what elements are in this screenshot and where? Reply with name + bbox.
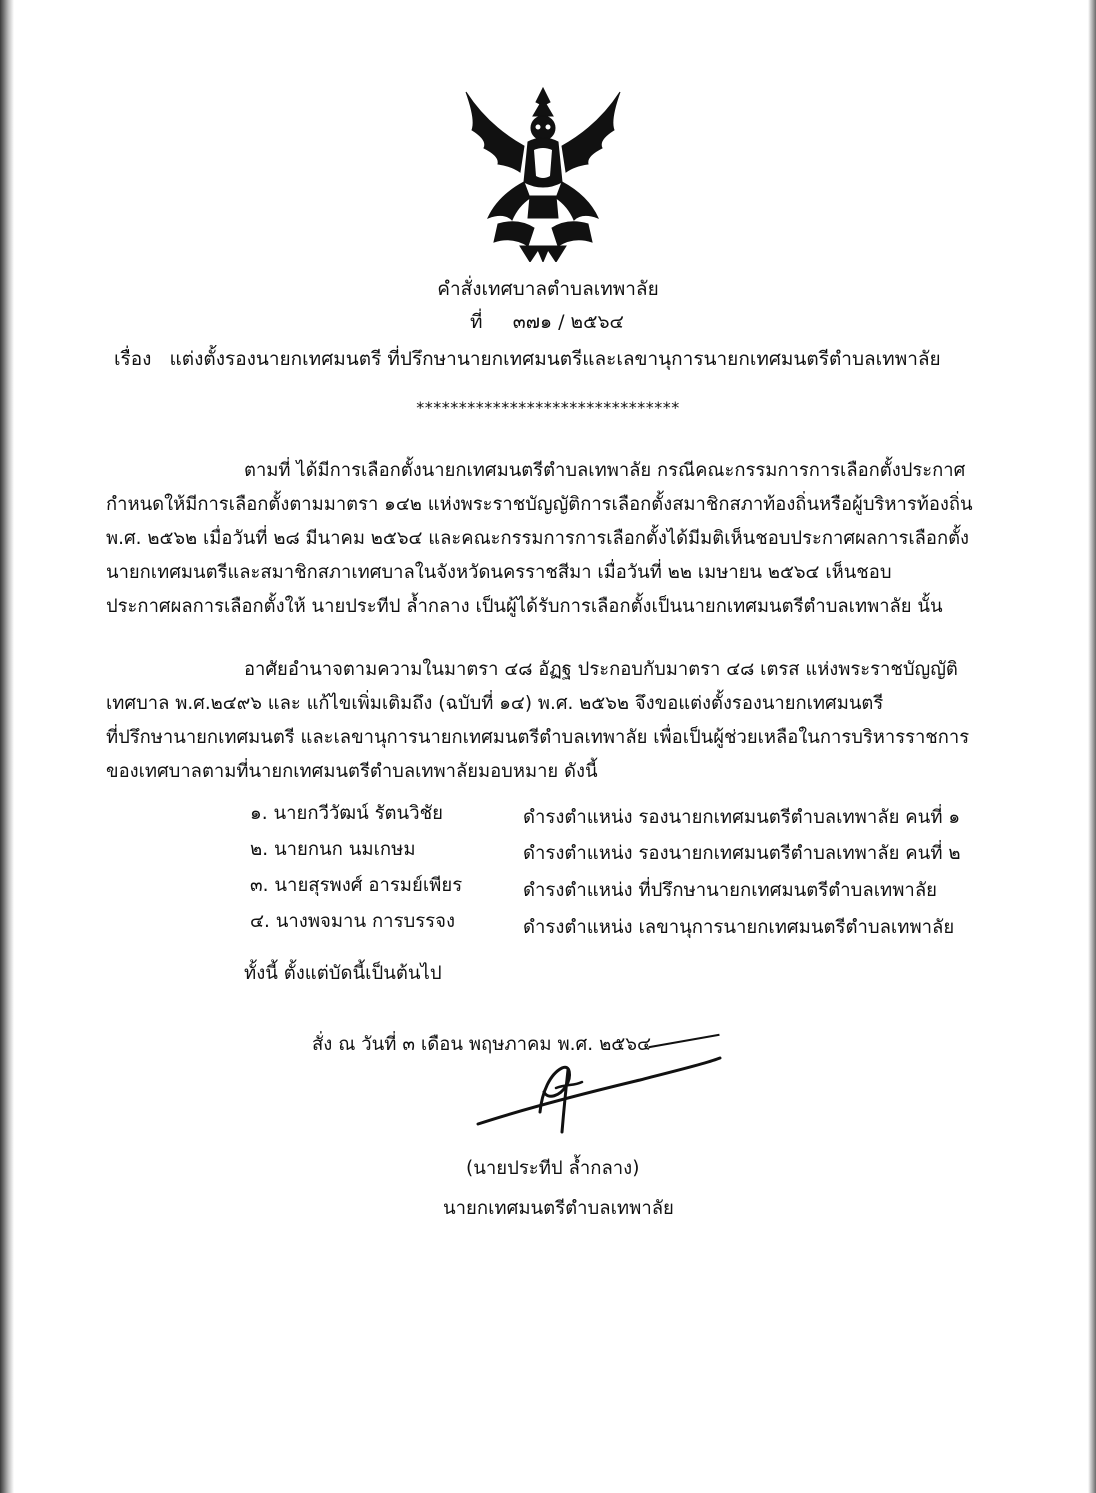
appointee-position: ดำรงตำแหน่ง รองนายกเทศมนตรีตำบลเทพาลัย คนที่ ๑ [523, 807, 961, 828]
paragraph-line: ตามที่ ได้มีการเลือกตั้งนายกเทศมนตรีตำบลเทพาลัย กรณีคณะกรรมการการเลือกตั้งประกาศ [244, 460, 966, 481]
handwritten-signature [470, 1052, 730, 1147]
paragraph-line: ของเทศบาลตามที่นายกเทศมนตรีตำบลเทพาลัยมอบหมาย ดังนี้ [106, 761, 598, 782]
garuda-emblem-icon [458, 86, 628, 262]
appointee-name: ๒. นายกนก นมเกษม [250, 839, 416, 860]
order-number [470, 310, 624, 334]
subject-label: เรื่อง [114, 348, 152, 370]
appointee-name: ๑. นายกวีวัฒน์ รัตนวิชัย [250, 803, 443, 824]
separator-line: ******************************* [416, 398, 680, 417]
effective-statement: ทั้งนี้ ตั้งแต่บัดนี้เป็นต้นไป [244, 963, 442, 984]
paragraph-line: กำหนดให้มีการเลือกตั้งตามมาตรา ๑๔๒ แห่งพระราชบัญญัติการเลือกตั้งสมาชิกสภาท้องถิ่นหรือผู้บริหารท้องถิ่น [106, 494, 973, 515]
appointee-position: ดำรงตำแหน่ง เลขานุการนายกเทศมนตรีตำบลเทพาลัย [523, 917, 955, 938]
order-subject [114, 347, 941, 371]
subject-text: แต่งตั้งรองนายกเทศมนตรี ที่ปรึกษานายกเทศมนตรีและเลขานุการนายกเทศมนตรีตำบลเทพาลัย [169, 348, 941, 370]
paragraph-line: อาศัยอำนาจตามความในมาตรา ๔๘ อัฏฐ ประกอบกับมาตรา ๔๘ เตรส แห่งพระราชบัญญัติ [244, 659, 958, 680]
scan-edge-right [1088, 0, 1096, 1493]
paragraph-line: ประกาศผลการเลือกตั้งให้ นายประทีป ล้ำกลาง เป็นผู้ได้รับการเลือกตั้งเป็นนายกเทศมนตรีตำบลเทพาลัย นั้น [106, 596, 943, 617]
appointee-position: ดำรงตำแหน่ง รองนายกเทศมนตรีตำบลเทพาลัย คนที่ ๒ [523, 843, 961, 864]
scan-edge-left [0, 0, 14, 1493]
appointee-name: ๔. นางพจมาน การบรรจง [250, 911, 455, 932]
signatory-title: นายกเทศมนตรีตำบลเทพาลัย [443, 1198, 674, 1219]
date-strike-mark [648, 1034, 719, 1048]
appointee-position: ดำรงตำแหน่ง ที่ปรึกษานายกเทศมนตรีตำบลเทพาลัย [523, 880, 938, 901]
appointee-name: ๓. นายสุรพงศ์ อารมย์เพียร [250, 875, 463, 896]
paragraph-line: พ.ศ. ๒๕๖๒ เมื่อวันที่ ๒๘ มีนาคม ๒๕๖๔ และคณะกรรมการการเลือกตั้งได้มีมติเห็นชอบประกาศผลการเลือกตั้ง [106, 528, 970, 549]
paragraph-line: เทศบาล พ.ศ.๒๔๙๖ และ แก้ไขเพิ่มเติมถึง (ฉบับที่ ๑๔) พ.ศ. ๒๕๖๒ จึงขอแต่งตั้งรองนายกเทศมนตรี [106, 693, 884, 714]
paragraph-line: นายกเทศมนตรีและสมาชิกสภาเทศบาลในจังหวัดนครราชสีมา เมื่อวันที่ ๒๒ เมษายน ๒๕๖๔ เห็นชอบ [106, 562, 892, 583]
paragraph-line: ที่ปรึกษานายกเทศมนตรี และเลขานุการนายกเทศมนตรีตำบลเทพาลัย เพื่อเป็นผู้ช่วยเหลือในการบริหารราชการ [106, 727, 970, 748]
number-value: ๓๗๑ / ๒๕๖๔ [512, 311, 624, 333]
order-date: สั่ง ณ วันที่ ๓ เดือน พฤษภาคม พ.ศ. ๒๕๖๔ [312, 1034, 652, 1055]
signatory-name: (นายประทีป ล้ำกลาง) [466, 1158, 640, 1179]
order-title: คำสั่งเทศบาลตำบลเทพาลัย [437, 278, 659, 300]
number-label: ที่ [470, 311, 483, 333]
